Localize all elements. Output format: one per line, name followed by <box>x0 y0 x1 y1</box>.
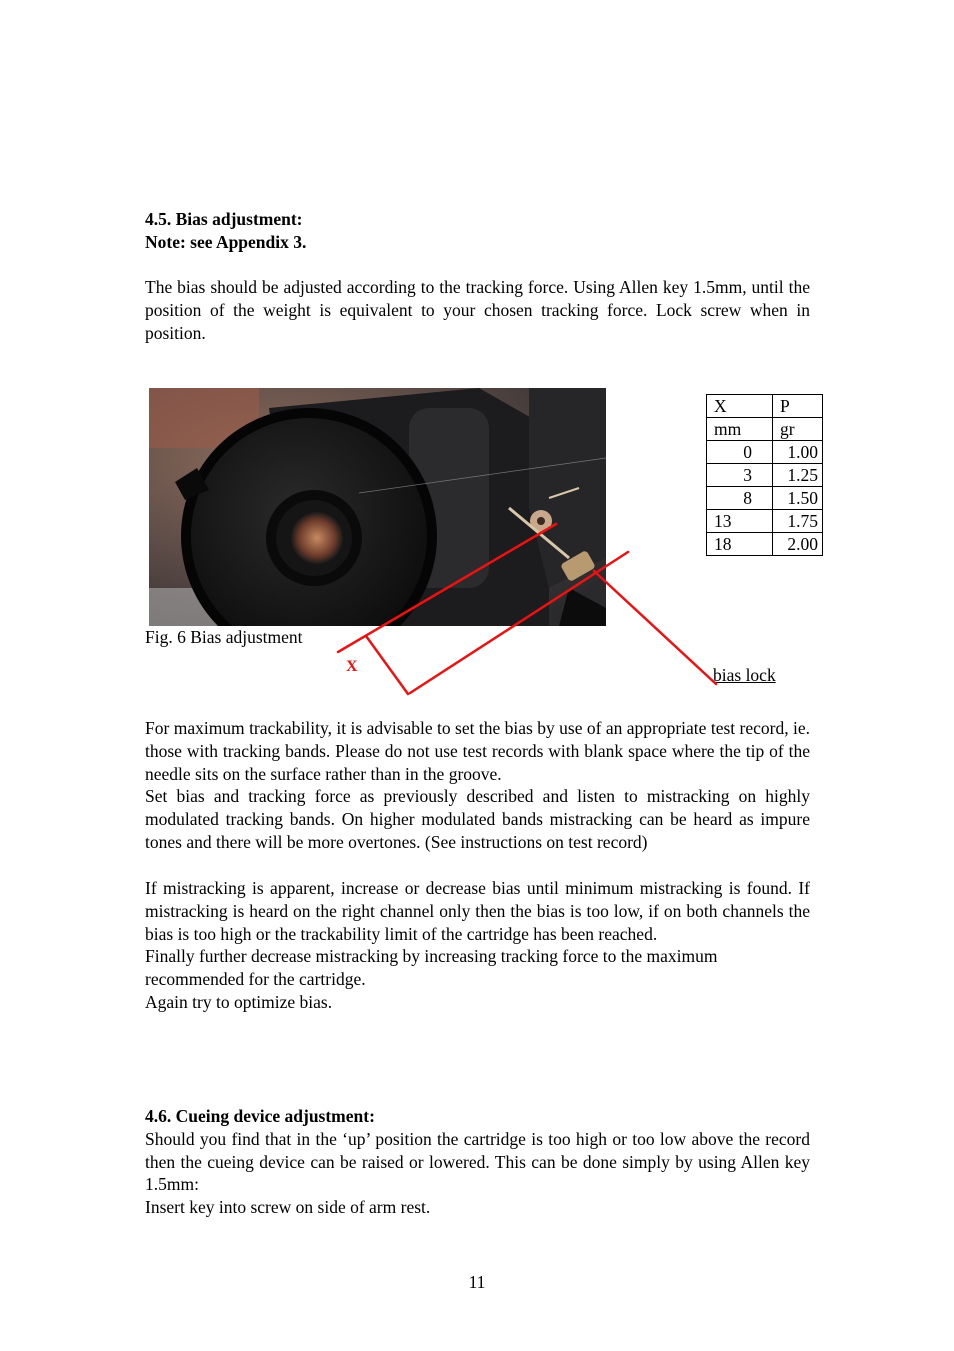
figure-caption: Fig. 6 Bias adjustment <box>145 627 303 647</box>
x-dimension-label: X <box>346 658 358 675</box>
table-row <box>707 464 823 487</box>
cueing-paragraph: Should you find that in the ‘up’ position the cartridge is too high or too low above the record then the cueing device can be raised or lowered. This can be done simply by using Allen key 1.5mm: <box>145 1128 810 1195</box>
page-number: 11 <box>468 1272 486 1292</box>
body-section <box>145 717 810 854</box>
table-header-row <box>707 395 823 418</box>
body-paragraph: For maximum trackability, it is advisable to set the bias by use of an appropriate test record, ie. those with tracking bands. Please do not use test records with blank space where the tip of the needle sits on the surface rather than in the groove. <box>145 718 810 784</box>
table-unit-gr: gr <box>773 418 823 441</box>
x-dimension-line <box>366 636 408 694</box>
table-cell-x: 3 <box>707 464 773 487</box>
table-cell-x: 0 <box>707 441 773 464</box>
table-cell-x: 8 <box>707 487 773 510</box>
body-paragraph: Set bias and tracking force as previously described and listen to mistracking on highly modulated tracking bands. On higher modulated bands mistracking can be heard as impure tones and there will be more overtones. (See instructions on test record) <box>145 786 810 852</box>
cueing-section <box>145 1105 810 1219</box>
bias-intro-paragraph: The bias should be adjusted according to the tracking force. Using Allen key 1.5mm, until the position of the weight is equivalent to your chosen tracking force. Lock screw when in position. <box>145 277 810 343</box>
table-cell-x: 18 <box>707 533 773 556</box>
table-cell-p: 1.00 <box>773 441 823 464</box>
bias-adjustment-photo <box>149 388 606 626</box>
bias-note: Note: see Appendix 3. <box>145 231 307 252</box>
table-unit-mm: mm <box>707 418 773 441</box>
cueing-heading: 4.6. Cueing device adjustment: <box>145 1106 375 1126</box>
body-paragraph: Again try to optimize bias. <box>145 991 333 1012</box>
table-cell-p: 1.50 <box>773 487 823 510</box>
table-row <box>707 533 823 556</box>
body-paragraph: recommended for the cartridge. <box>145 969 366 990</box>
section-heading-bias <box>145 208 810 254</box>
table-cell-p: 1.75 <box>773 510 823 533</box>
body-paragraph: If mistracking is apparent, increase or decrease bias until minimum mistracking is found. If mistracking is heard on the right channel only then the bias is too low, if on both channels the bias is too high or the trackability limit of the cartridge has been reached. <box>145 878 810 944</box>
table-row <box>707 441 823 464</box>
bias-lock-pointer <box>594 571 716 684</box>
bias-heading: 4.5. Bias adjustment: <box>145 209 303 229</box>
table-row <box>707 510 823 533</box>
bias-lock-label: bias lock <box>713 665 776 685</box>
cueing-paragraph: Insert key into screw on side of arm rest. <box>145 1197 431 1218</box>
table-cell-p: 2.00 <box>773 533 823 556</box>
table-cell-x: 13 <box>707 510 773 533</box>
tonearm-image <box>149 388 606 626</box>
table-header-p: P <box>773 395 823 418</box>
body-paragraph: Finally further decrease mistracking by increasing tracking force to the maximum <box>145 946 718 967</box>
table-cell-p: 1.25 <box>773 464 823 487</box>
bias-force-table <box>706 394 823 556</box>
table-header-x: X <box>707 395 773 418</box>
table-units-row <box>707 418 823 441</box>
mistracking-section <box>145 877 810 1014</box>
table-row <box>707 487 823 510</box>
